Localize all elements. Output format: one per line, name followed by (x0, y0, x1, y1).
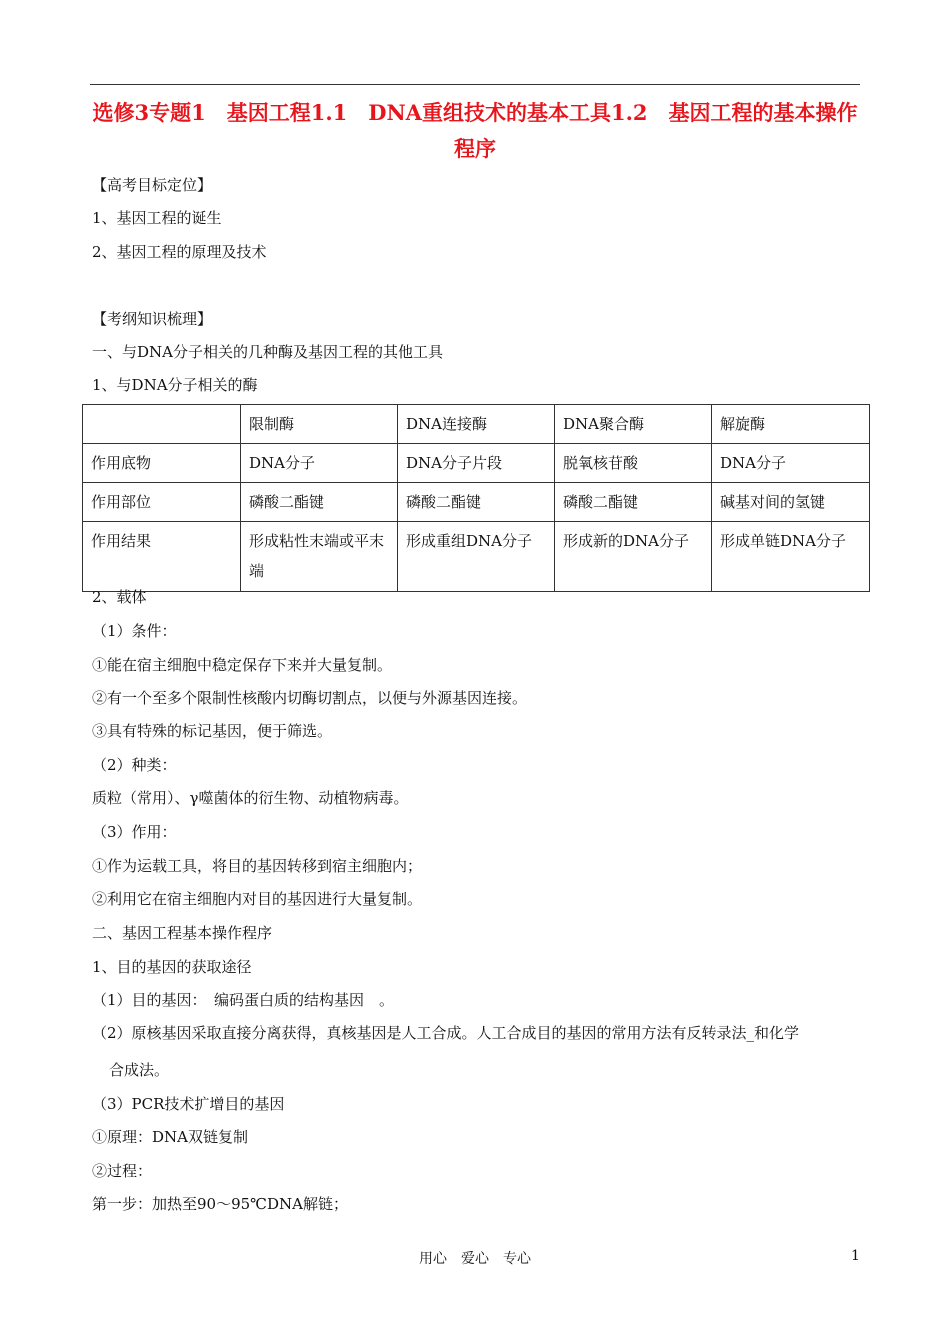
table-cell: 碱基对间的氢键 (712, 483, 870, 522)
text-line: ①作为运载工具，将目的基因转移到宿主细胞内； (92, 857, 423, 875)
table-cell: 形成新的DNA分子 (555, 522, 712, 592)
table-header-cell: 限制酶 (241, 405, 398, 444)
table-cell: 磷酸二酯键 (241, 483, 398, 522)
table-header-cell: 解旋酶 (712, 405, 870, 444)
table-cell: 磷酸二酯键 (555, 483, 712, 522)
text-line: 1、与DNA分子相关的酶 (92, 376, 258, 394)
page-footer: 用心 爱心 专心 (419, 1251, 531, 1267)
text-line: 1、基因工程的诞生 (92, 209, 222, 227)
text-line: 2、载体 (92, 588, 147, 606)
enzyme-table (82, 404, 870, 592)
table-cell: DNA分子片段 (398, 444, 555, 483)
table-cell: 作用结果 (83, 522, 241, 592)
table-row (83, 444, 870, 483)
table-header-cell (83, 405, 241, 444)
text-line: 2、基因工程的原理及技术 (92, 243, 267, 261)
table-cell: 作用底物 (83, 444, 241, 483)
table-cell: 形成粘性末端或平末端 (241, 522, 398, 592)
table-cell: DNA分子 (241, 444, 398, 483)
text-line: （3）PCR技术扩增目的基因 (92, 1095, 285, 1113)
table-row (83, 483, 870, 522)
table-header-row (83, 405, 870, 444)
table-row (83, 522, 870, 592)
table-header-cell: DNA聚合酶 (555, 405, 712, 444)
text-line: 第一步：加热至90～95℃DNA解链； (92, 1195, 348, 1213)
table-cell: 脱氧核苷酸 (555, 444, 712, 483)
text-line: （1）条件： (92, 622, 177, 640)
text-line: （1）目的基因： 编码蛋白质的结构基因 。 (92, 991, 395, 1009)
text-line: （2）种类： (92, 756, 177, 774)
text-line: 质粒（常用）、γ噬菌体的衍生物、动植物病毒。 (92, 789, 409, 807)
page-number: 1 (851, 1248, 860, 1264)
text-line: ①能在宿主细胞中稳定保存下来并大量复制。 (92, 656, 393, 674)
table-cell: 形成单链DNA分子 (712, 522, 870, 592)
text-line: （2）原核基因采取直接分离获得，真核基因是人工合成。人工合成目的基因的常用方法有反转录法_和化学 (92, 1024, 800, 1042)
text-line: ③具有特殊的标记基因，便于筛选。 (92, 722, 333, 740)
section-heading: 【考纲知识梳理】 (92, 310, 213, 328)
table-cell: DNA分子 (712, 444, 870, 483)
text-line: ①原理：DNA双链复制 (92, 1128, 248, 1146)
section-heading: 【高考目标定位】 (92, 176, 213, 194)
table-cell: 磷酸二酯键 (398, 483, 555, 522)
text-line: ②过程： (92, 1162, 153, 1180)
table-cell: 作用部位 (83, 483, 241, 522)
table-cell: 形成重组DNA分子 (398, 522, 555, 592)
header-rule (90, 84, 860, 85)
text-line: 合成法。 (109, 1061, 170, 1079)
text-line: ②有一个至多个限制性核酸内切酶切割点，以便与外源基因连接。 (92, 689, 528, 707)
document-title: 选修3专题1 基因工程1.1 DNA重组技术的基本工具1.2 基因工程的基本操作程序 (92, 100, 858, 161)
text-line: 二、基因工程基本操作程序 (92, 924, 273, 942)
text-line: （3）作用： (92, 823, 177, 841)
text-line: 一、与DNA分子相关的几种酶及基因工程的其他工具 (92, 343, 443, 361)
text-line: ②利用它在宿主细胞内对目的基因进行大量复制。 (92, 890, 423, 908)
text-line: 1、目的基因的获取途径 (92, 958, 252, 976)
table-header-cell: DNA连接酶 (398, 405, 555, 444)
